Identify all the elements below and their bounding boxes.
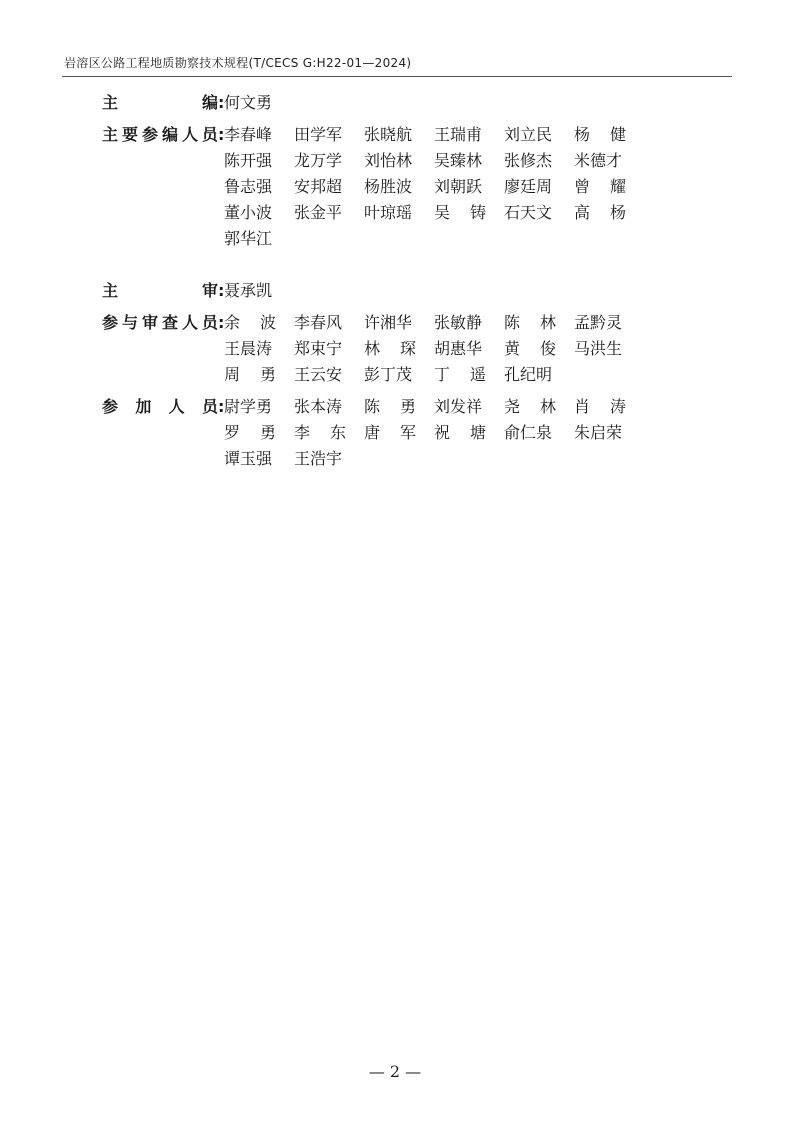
person-name: 许湘华 [364, 313, 413, 332]
person-name: 李春风 [294, 313, 343, 332]
person-name: 陈 林 [504, 313, 556, 332]
person-name: 鲁志强 [224, 177, 273, 196]
role-colon: : [218, 93, 225, 112]
role-row [102, 310, 742, 388]
name-list [224, 278, 644, 304]
person-name: 尉学勇 [224, 397, 273, 416]
role-colon: : [218, 397, 225, 416]
person-name: 俞仁泉 [504, 423, 553, 442]
person-name: 马洪生 [574, 339, 623, 358]
role-row [102, 90, 742, 116]
person-name: 高 杨 [574, 203, 626, 222]
name-list [224, 394, 644, 472]
role-label: 主 审 [102, 281, 218, 300]
role-colon: : [218, 313, 225, 332]
person-name: 刘朝跃 [434, 177, 483, 196]
role-row [102, 394, 742, 472]
person-name: 何文勇 [224, 93, 273, 112]
person-name: 李 东 [294, 423, 346, 442]
role-label: 参 加 人 员 [102, 397, 218, 416]
person-name: 石天文 [504, 203, 553, 222]
person-name: 曾 耀 [574, 177, 626, 196]
person-name: 郭华江 [224, 229, 273, 248]
person-name: 陈 勇 [364, 397, 416, 416]
person-name: 张晓航 [364, 125, 413, 144]
name-list [224, 310, 644, 388]
running-header: 岩溶区公路工程地质勘察技术规程(T/CECS G:H22-01—2024) [64, 56, 412, 70]
person-name: 王瑞甫 [434, 125, 483, 144]
person-name: 祝 塘 [434, 423, 486, 442]
contributor-roster [102, 90, 742, 498]
role-colon: : [218, 281, 225, 300]
person-name: 郑束宁 [294, 339, 343, 358]
person-name: 吴臻林 [434, 151, 483, 170]
roster-group [102, 90, 742, 252]
person-name: 罗 勇 [224, 423, 276, 442]
person-name: 聂承凯 [224, 281, 273, 300]
person-name: 安邦超 [294, 177, 343, 196]
person-name: 张修杰 [504, 151, 553, 170]
person-name: 刘立民 [504, 125, 553, 144]
person-name: 杨胜波 [364, 177, 413, 196]
person-name: 黄 俊 [504, 339, 556, 358]
role-row [102, 278, 742, 304]
person-name: 张本涛 [294, 397, 343, 416]
role-row [102, 122, 742, 252]
person-name: 张金平 [294, 203, 343, 222]
person-name: 李春峰 [224, 125, 273, 144]
person-name: 彭丁茂 [364, 365, 413, 384]
person-name: 王晨涛 [224, 339, 273, 358]
header-rule [62, 76, 732, 77]
person-name: 孔纪明 [504, 365, 553, 384]
person-name: 王云安 [294, 365, 343, 384]
person-name: 林 琛 [364, 339, 416, 358]
person-name: 余 波 [224, 313, 276, 332]
person-name: 胡惠华 [434, 339, 483, 358]
person-name: 丁 遥 [434, 365, 486, 384]
person-name: 谭玉强 [224, 449, 273, 468]
person-name: 唐 军 [364, 423, 416, 442]
person-name: 孟黔灵 [574, 313, 623, 332]
person-name: 周 勇 [224, 365, 276, 384]
person-name: 刘发祥 [434, 397, 483, 416]
page-number: — 2 — [368, 1062, 422, 1081]
role-label: 主 要 参 编 人 员 [102, 125, 218, 144]
person-name: 董小波 [224, 203, 273, 222]
person-name: 吴 铸 [434, 203, 486, 222]
person-name: 龙万学 [294, 151, 343, 170]
name-list [224, 90, 644, 116]
person-name: 张敏静 [434, 313, 483, 332]
person-name: 刘怡林 [364, 151, 413, 170]
person-name: 田学军 [294, 125, 343, 144]
person-name: 米德才 [574, 151, 623, 170]
person-name: 王浩宇 [294, 449, 343, 468]
person-name: 尧 林 [504, 397, 556, 416]
roster-group [102, 278, 742, 472]
role-label: 参 与 审 查 人 员 [102, 313, 218, 332]
role-colon: : [218, 125, 225, 144]
name-list [224, 122, 644, 252]
role-label: 主 编 [102, 93, 218, 112]
person-name: 廖廷周 [504, 177, 553, 196]
person-name: 叶琼瑶 [364, 203, 413, 222]
person-name: 杨 健 [574, 125, 626, 144]
person-name: 陈开强 [224, 151, 273, 170]
person-name: 肖 涛 [574, 397, 626, 416]
person-name: 朱启荣 [574, 423, 623, 442]
